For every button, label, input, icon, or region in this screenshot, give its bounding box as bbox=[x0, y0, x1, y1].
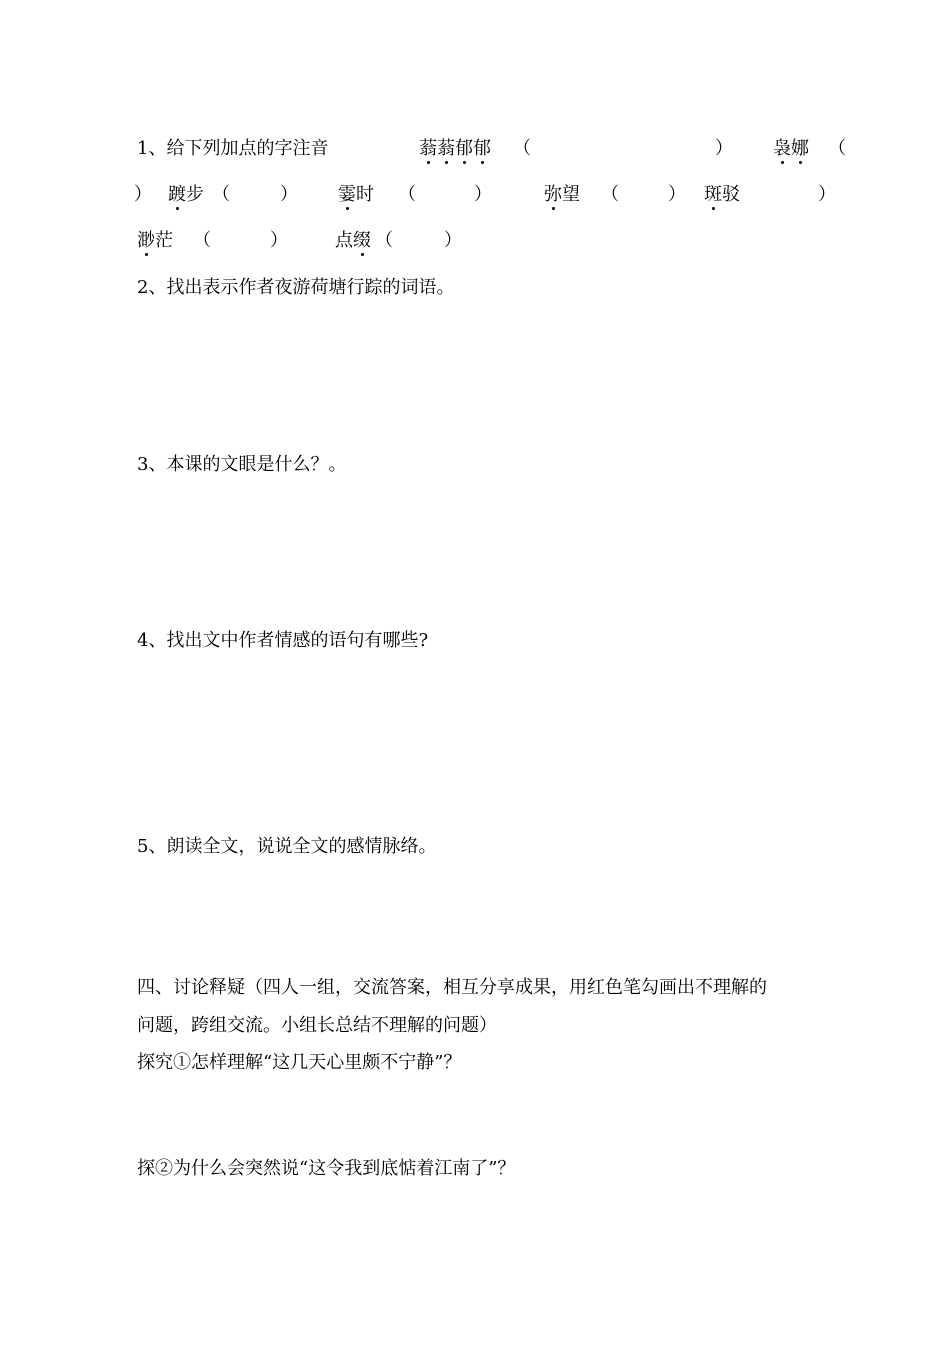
dotted-char: 蓊 bbox=[419, 138, 437, 159]
q1-word-wengyu bbox=[419, 140, 491, 158]
q1-word-duobu bbox=[168, 186, 204, 204]
q1-word-miwang bbox=[544, 186, 580, 204]
dotted-char: 弥 bbox=[544, 184, 562, 205]
paren-close: ） bbox=[668, 184, 686, 205]
paren-close: ） bbox=[134, 184, 152, 205]
dotted-char: 斑 bbox=[704, 184, 722, 205]
paren-close: ） bbox=[270, 230, 288, 251]
paren-open: （ bbox=[513, 138, 531, 159]
dotted-char: 渺 bbox=[137, 230, 155, 251]
paren-open: （ bbox=[828, 138, 846, 159]
q1-word-niaonuo bbox=[773, 140, 809, 158]
char: 茫 bbox=[155, 230, 173, 251]
probe-2: 探②为什么会突然说“这令我到底惦着江南了”？ bbox=[137, 1158, 516, 1179]
question-3: 3、本课的文眼是什么？。 bbox=[137, 454, 347, 475]
dotted-char: 郁 bbox=[473, 138, 491, 159]
dotted-char: 霎 bbox=[338, 184, 356, 205]
question-5: 5、朗读全文，说说全文的感情脉络。 bbox=[137, 836, 437, 857]
dotted-char: 袅 bbox=[773, 138, 791, 159]
question-4: 4、找出文中作者情感的语句有哪些? bbox=[137, 630, 429, 651]
paren-close: ） bbox=[280, 184, 298, 205]
paren-close: ） bbox=[444, 230, 462, 251]
paren-open: （ bbox=[375, 230, 393, 251]
char: 点 bbox=[335, 230, 353, 251]
paren-close: ） bbox=[715, 138, 733, 159]
paren-close: ） bbox=[818, 184, 836, 205]
char: 时 bbox=[356, 184, 374, 205]
dotted-char: 蓊 bbox=[437, 138, 455, 159]
dotted-char: 踱 bbox=[168, 184, 186, 205]
dotted-char: 缀 bbox=[353, 230, 371, 251]
probe-1: 探究①怎样理解“这几天心里颇不宁静”？ bbox=[137, 1052, 462, 1073]
char: 步 bbox=[186, 184, 204, 205]
dotted-char: 娜 bbox=[791, 138, 809, 159]
q1-word-shashi bbox=[338, 186, 374, 204]
section-4-heading-line1: 四、讨论释疑（四人一组，交流答案，相互分享成果，用红色笔勾画出不理解的 bbox=[137, 977, 767, 998]
section-4-heading-line2: 问题，跨组交流。小组长总结不理解的问题） bbox=[137, 1015, 497, 1036]
q1-prefix: 1、给下列加点的字注音 bbox=[137, 138, 329, 159]
paren-open: （ bbox=[193, 230, 211, 251]
paren-open: （ bbox=[398, 184, 416, 205]
dotted-char: 郁 bbox=[455, 138, 473, 159]
paren-open: （ bbox=[601, 184, 619, 205]
question-2: 2、找出表示作者夜游荷塘行踪的词语。 bbox=[137, 277, 455, 298]
paren-open: （ bbox=[212, 184, 230, 205]
q1-word-dianzhui bbox=[335, 232, 371, 250]
q1-word-banbo bbox=[704, 186, 740, 204]
char: 望 bbox=[562, 184, 580, 205]
paren-close: ） bbox=[474, 184, 492, 205]
q1-word-miaomang bbox=[137, 232, 173, 250]
char: 驳 bbox=[722, 184, 740, 205]
